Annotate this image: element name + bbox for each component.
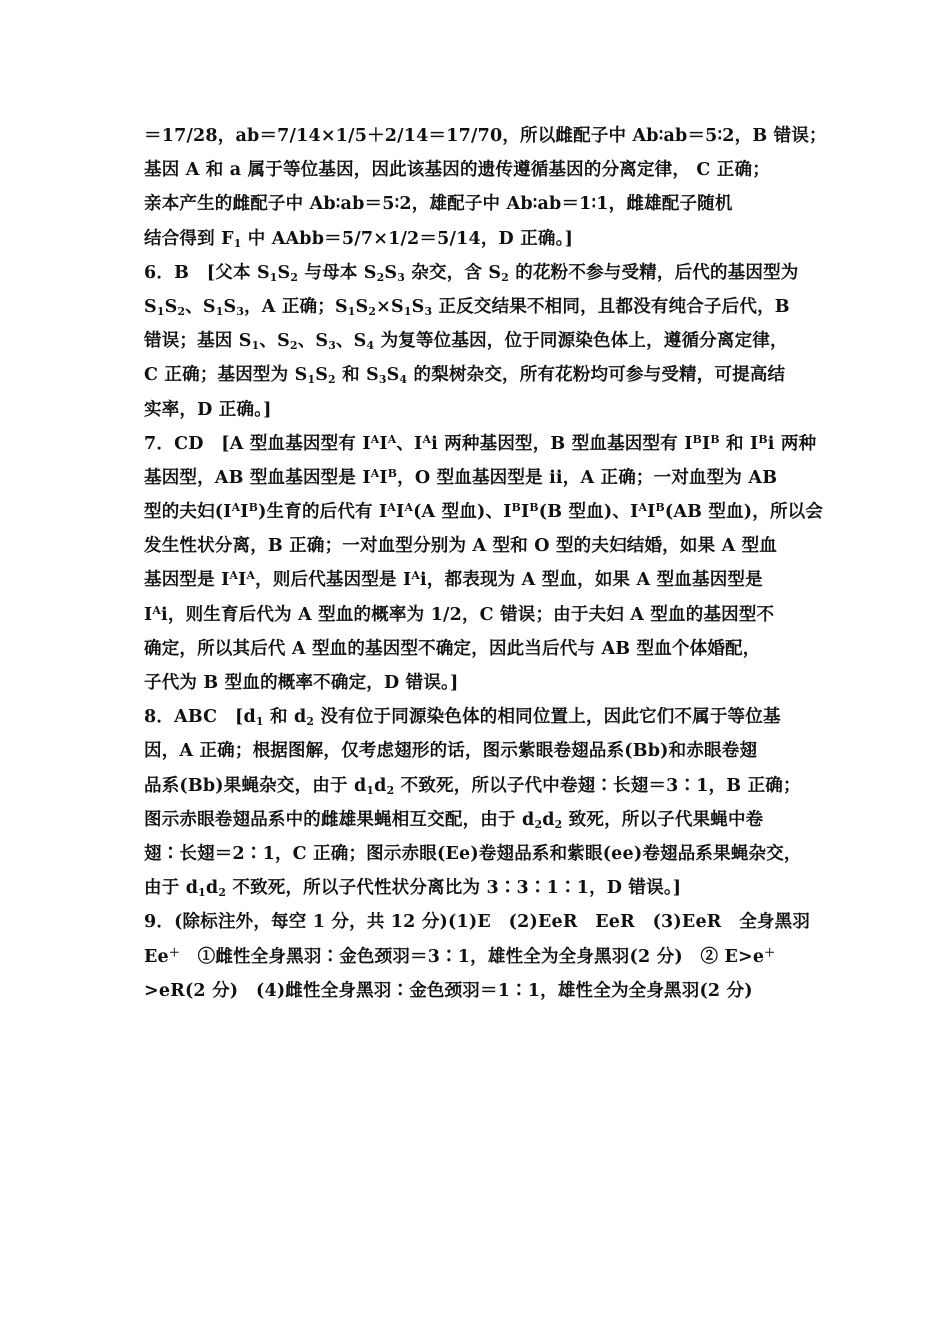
text-line: 错误；基因 $S_1$、$S_2$、$S_3$、$S_4$ 为复等位基因，位于同源染色体上，遵循分离定律， <box>144 331 788 353</box>
text-line: 翅∶长翅＝2∶1，C 正确；图示赤眼(Ee)卷翅品系和紫眼(ee)卷翅品系果蝇杂交， <box>144 843 802 864</box>
text-line: 子代为 B 型血的概率不确定，D 错误。] <box>144 673 459 693</box>
text-line: 基因型，AB 型血基因型是 $I^AI^B$，O 型血基因型是 ii，A 正确；一对血型为 AB <box>144 466 778 488</box>
text-line: 基因 A 和 a 属于等位基因，因此该基因的遗传遵循基因的分离定律， C 正确； <box>144 160 770 181</box>
text-line: 因，A 正确；根据图解，仅考虑翅形的话，图示紫眼卷翅品系(Bb)和赤眼卷翅 <box>144 741 758 762</box>
answer-8-line: 8．ABC [$d_1$ 和 $d_2$ 没有位于同源染色体的相同位置上，因此它们不属于等位基 <box>144 707 781 729</box>
text-line: 确定，所以其后代 A 型血的基因型不确定，因此当后代与 AB 型血个体婚配， <box>144 638 761 659</box>
text-line: $I^Ai$，则生育后代为 A 型血的概率为 1/2，C 错误；由于夫妇 A 型血的基因型不 <box>144 603 775 625</box>
text-line: 结合得到 $F_1$ 中 AAbb＝5/7×1/2＝5/14，D 正确。] <box>144 228 574 250</box>
answer-text <box>144 119 827 1008</box>
text-line: C 正确；基因型为 $S_1S_2$ 和 $S_3S_4$ 的梨树杂交，所有花粉均可参与受精，可提高结 <box>144 365 786 387</box>
text-line: 图示赤眼卷翅品系中的雌雄果蝇相互交配，由于 $d_2d_2$ 致死，所以子代果蝇中卷 <box>144 809 764 831</box>
text-line: Ee＋ ①雌性全身黑羽∶金色颈羽＝3∶1，雄性全为全身黑羽(2 分) ② E>e＋ <box>144 945 776 967</box>
answer-9-line: 9．(除标注外，每空 1 分，共 12 分)(1)E (2)EeR EeR (3)EeR 全身黑羽 <box>144 912 811 933</box>
text-line: ＝17/28，ab＝7/14×1/5＋2/14＝17/70，所以雌配子中 Ab∶ab＝5∶2，B 错误； <box>144 126 827 146</box>
text-line: 型的夫妇$(I^AI^B)$生育的后代有 $I^AI^A(A$ 型血)、$I^BI^B(B$ 型血)、$I^AI^B(AB$ 型血)，所以会 <box>144 501 824 523</box>
answer-7-line: 7．CD [A 型血基因型有 $I^AI^A$、$I^Ai$ 两种基因型，B 型血基因型有 $I^BI^B$ 和 $I^Bi$ 两种 <box>144 432 817 454</box>
text-line: 亲本产生的雌配子中 Ab∶ab＝5∶2，雄配子中 Ab∶ab＝1∶1，雌雄配子随机 <box>144 194 733 215</box>
text-line: >eR(2 分) (4)雌性全身黑羽∶金色颈羽＝1∶1，雄性全为全身黑羽(2 分) <box>144 980 753 1001</box>
text-line: 由于 $d_1d_2$ 不致死，所以子代性状分离比为 3∶3∶1∶1，D 错误。] <box>144 878 682 900</box>
text-line: 基因型是 $I^AI^A$，则后代基因型是 $I^Ai$，都表现为 A 型血，如果 A 型血基因型是 <box>144 569 763 591</box>
text-line: 品系(Bb)果蝇杂交，由于 $d_1d_2$ 不致死，所以子代中卷翅∶长翅＝3∶1，B 正确； <box>144 775 801 797</box>
text-line: $S_1S_2$、$S_1S_3$，A 正确；$S_1S_2\times S_1S_3$ 正反交结果不相同，且都没有纯合子后代，B <box>144 296 790 318</box>
answer-6-line: 6．B [父本 $S_1S_2$ 与母本 $S_2S_3$ 杂交，含 $S_2$ 的花粉不参与受精，后代的基因型为 <box>144 262 799 284</box>
text-line: 发生性状分离，B 正确；一对血型分别为 A 型和 O 型的夫妇结婚，如果 A 型血 <box>144 536 778 557</box>
text-line: 实率，D 正确。] <box>144 399 272 420</box>
